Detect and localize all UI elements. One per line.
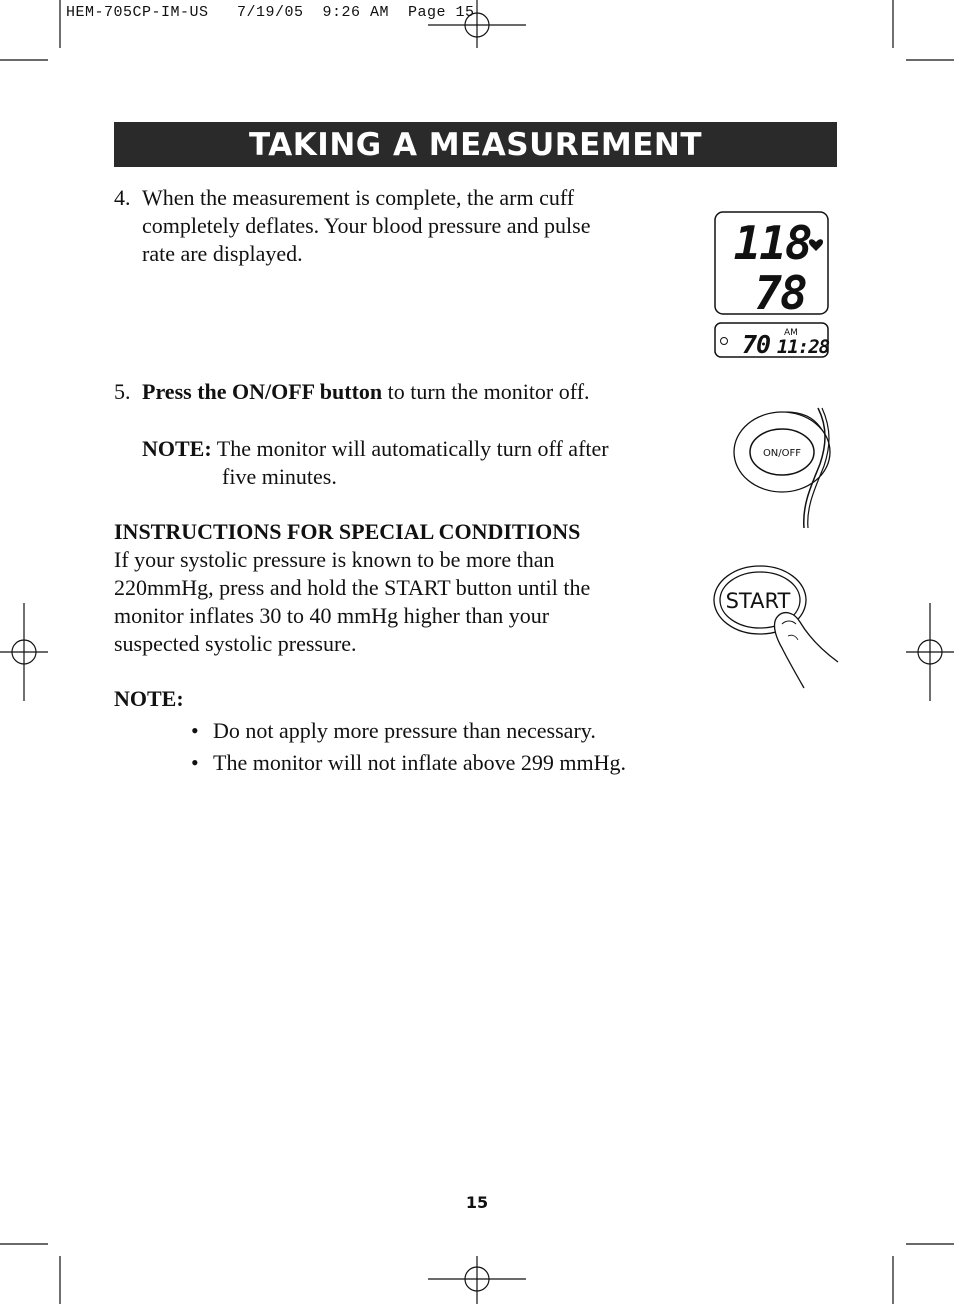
- time-reading: 11:28: [776, 336, 830, 358]
- start-button-label: START: [725, 589, 791, 613]
- start-button-figure: [712, 562, 842, 692]
- note-1-line-2: five minutes.: [222, 464, 337, 489]
- step-5-number: 5.: [114, 379, 131, 404]
- special-line-2: 220mmHg, press and hold the START button until the: [114, 575, 591, 600]
- note-1: [142, 435, 609, 463]
- lcd-display-figure: [710, 208, 834, 364]
- step-4-number: 4.: [114, 185, 131, 210]
- step-5-bold: Press the ON/OFF button: [142, 379, 383, 404]
- note-2-bullet-1: Do not apply more pressure than necessary.: [213, 718, 596, 743]
- step-4-line-2: completely deflates. Your blood pressure and pulse: [142, 213, 591, 238]
- diastolic-reading: 78: [754, 266, 806, 320]
- special-line-4: suspected systolic pressure.: [114, 631, 357, 656]
- special-line-3: monitor inflates 30 to 40 mmHg higher than your: [114, 603, 550, 628]
- printer-slug: HEM-705CP-IM-US 7/19/05 9:26 AM Page 15: [66, 4, 475, 21]
- onoff-button-label: ON/OFF: [762, 448, 802, 459]
- finger-icon: [775, 613, 838, 688]
- note-1-label: NOTE:: [142, 436, 212, 461]
- bullet-2-dot: •: [191, 750, 199, 775]
- pulse-reading: 70: [741, 330, 771, 359]
- step-4-line-1: When the measurement is complete, the arm cuff: [142, 185, 575, 210]
- note-2-label: NOTE:: [114, 686, 184, 711]
- step-5-text: [142, 378, 590, 406]
- step-5-rest: to turn the monitor off.: [382, 379, 590, 404]
- special-conditions-heading: INSTRUCTIONS FOR SPECIAL CONDITIONS: [114, 519, 581, 544]
- note-1-line-1: The monitor will automatically turn off after: [211, 436, 609, 461]
- step-4-line-3: rate are displayed.: [142, 241, 303, 266]
- special-line-1: If your systolic pressure is known to be more than: [114, 547, 555, 572]
- note-2-bullet-2: The monitor will not inflate above 299 mmHg.: [213, 750, 627, 775]
- section-title: TAKING A MEASUREMENT: [114, 122, 837, 167]
- ampm-indicator: AM: [784, 328, 798, 338]
- bullet-1-dot: •: [191, 718, 199, 743]
- onoff-button-figure: [726, 404, 836, 532]
- systolic-reading: 118: [733, 216, 811, 270]
- page-number: 15: [465, 1193, 489, 1212]
